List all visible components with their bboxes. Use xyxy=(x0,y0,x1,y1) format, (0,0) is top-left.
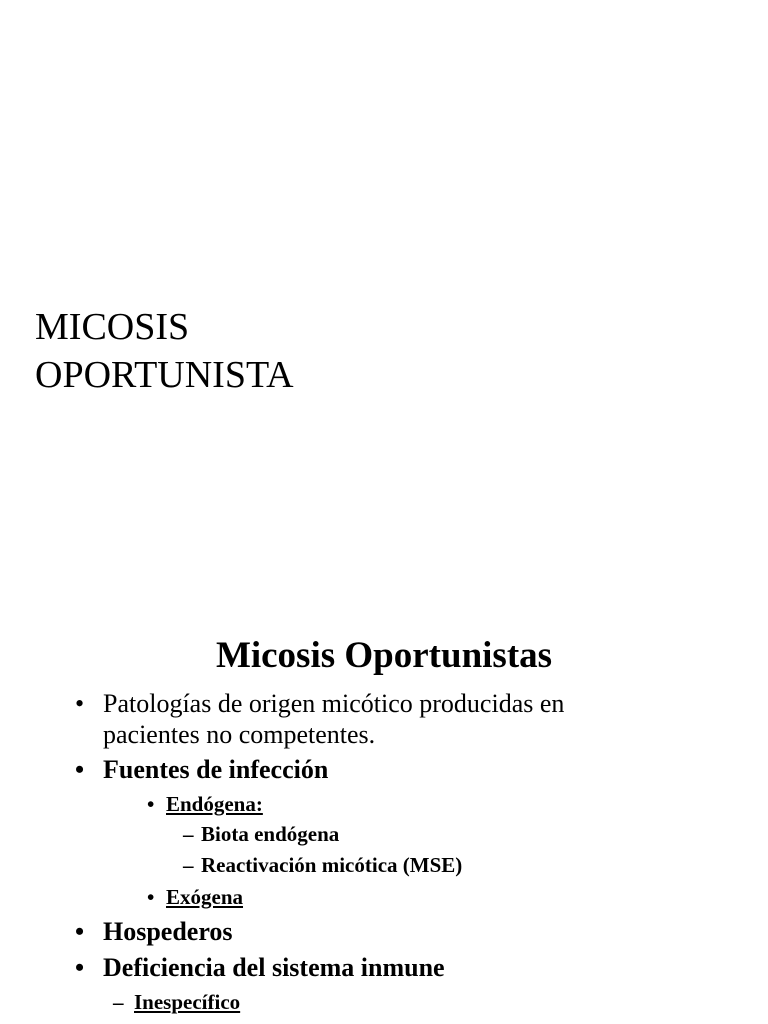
dash-icon: – xyxy=(183,853,194,877)
dash-icon: – xyxy=(113,990,124,1014)
slide-title xyxy=(35,303,294,399)
bullet-text: Patologías de origen micótico producidas en xyxy=(103,689,565,718)
bullet-icon: • xyxy=(75,689,85,718)
sub-sub-bullet-text: Biota endógena xyxy=(201,822,340,846)
bullet-text: Deficiencia del sistema inmune xyxy=(103,953,445,982)
slide-title-line1: MICOSIS xyxy=(35,306,190,348)
bullet-text: Hospederos xyxy=(103,917,233,946)
sub-bullet-text: Endógena: xyxy=(166,792,263,816)
slide-heading: Micosis Oportunistas xyxy=(215,635,553,676)
sub-bullet-text: Exógena xyxy=(166,885,244,909)
bullet-icon: • xyxy=(75,953,85,982)
bullet-icon: • xyxy=(147,792,155,816)
dash-icon: – xyxy=(183,822,194,846)
bullet-icon: • xyxy=(75,755,85,784)
sub-bullet-text: Inespecífico xyxy=(134,990,241,1014)
slide-title-line2: OPORTUNISTA xyxy=(35,354,294,396)
sub-sub-bullet-text: Reactivación micótica (MSE) xyxy=(201,853,463,877)
bullet-text: Fuentes de infección xyxy=(103,755,329,784)
bullet-icon: • xyxy=(147,885,155,909)
bullet-text-continued: pacientes no competentes. xyxy=(103,720,376,749)
bullet-icon: • xyxy=(75,917,85,946)
